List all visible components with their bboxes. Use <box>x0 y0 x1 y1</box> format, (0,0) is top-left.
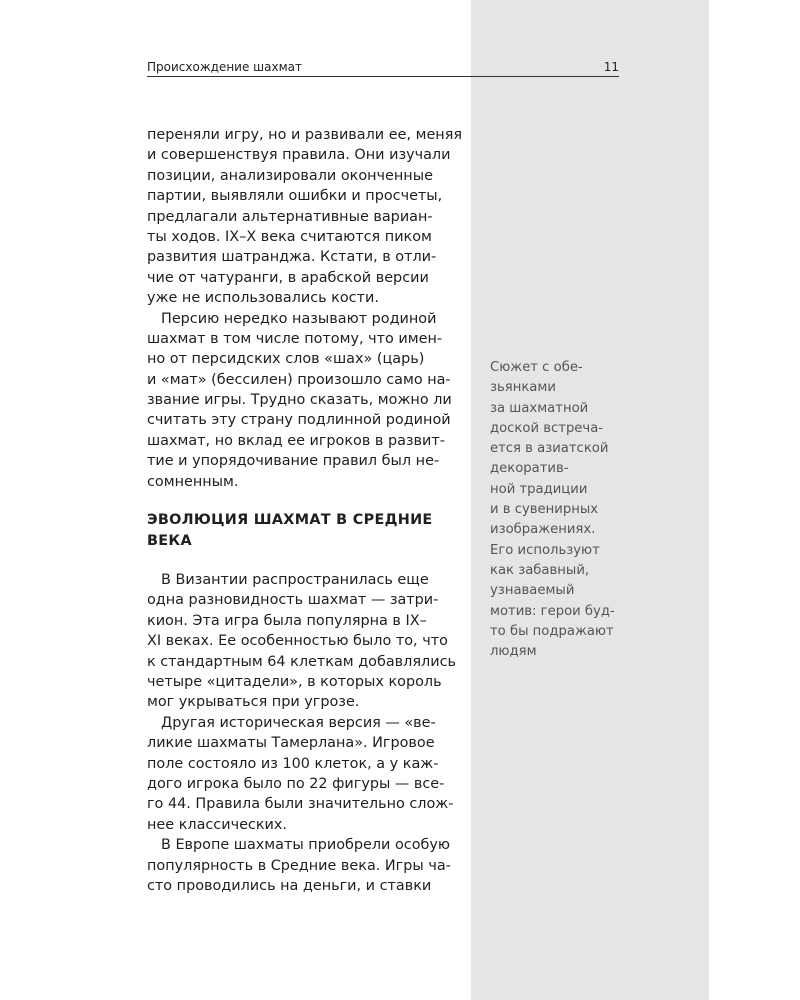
text-line: тие и упорядочивание правил был не- <box>147 453 440 470</box>
text-line: В Византии распространилась еще <box>161 572 429 589</box>
paragraph-5 <box>147 835 454 896</box>
text-line: нее классических. <box>147 816 287 833</box>
text-line: к стандартным 64 клеткам добавлялись <box>147 653 456 670</box>
text-line: и «мат» (бессилен) произошло само на- <box>147 371 451 388</box>
side-note-line: Его используют <box>490 542 600 558</box>
text-line: поле состояло из 100 клеток, а у каж- <box>147 755 439 772</box>
text-line: кион. Эта игра была популярна в IX– <box>147 612 427 629</box>
running-head <box>147 59 619 77</box>
text-line: Другая историческая версия — «ве- <box>161 714 436 731</box>
text-line: ты ходов. IX–X века считаются пиком <box>147 228 432 245</box>
side-note-line: людям <box>490 644 537 660</box>
text-line: сто проводились на деньги, и ставки <box>147 877 432 894</box>
side-note-line: изображениях. <box>490 522 596 538</box>
paragraph-3 <box>147 570 454 713</box>
text-line: шахмат, но вклад ее игроков в развит- <box>147 432 445 449</box>
paragraph-4 <box>147 713 454 835</box>
text-line: позиции, анализировали оконченные <box>147 167 433 184</box>
text-line: популярность в Средние века. Игры ча- <box>147 857 451 874</box>
side-note-line: как забавный, <box>490 562 590 578</box>
side-note-line: и в сувенирных <box>490 502 599 518</box>
text-line: шахмат в том числе потому, что имен- <box>147 330 443 347</box>
section-heading-line: ВЕКА <box>147 533 192 550</box>
running-head-title: Происхождение шахмат <box>147 60 302 74</box>
section-heading-line: ЭВОЛЮЦИЯ ШАХМАТ В СРЕДНИЕ <box>147 512 433 529</box>
text-line: Персию нередко называют родиной <box>161 310 437 327</box>
text-line: сомненным. <box>147 473 239 490</box>
text-line: звание игры. Трудно сказать, можно ли <box>147 392 452 409</box>
side-note-line: узнаваемый <box>490 583 575 599</box>
side-note-line: мотив: герои буд- <box>490 603 615 619</box>
paragraph-2 <box>147 309 454 493</box>
text-line: дого игрока было по 22 фигуры — все- <box>147 775 445 792</box>
side-note-line: то бы подражают <box>490 623 614 639</box>
text-line: развития шатранджа. Кстати, в отли- <box>147 249 437 266</box>
text-line: но от персидских слов «шах» (царь) <box>147 351 425 368</box>
side-note <box>490 358 640 662</box>
side-note-line: за шахматной <box>490 400 589 416</box>
text-line: ликие шахматы Тамерлана». Игровое <box>147 735 435 752</box>
side-note-line: зьянками <box>490 380 556 396</box>
text-line: чие от чатуранги, в арабской версии <box>147 269 429 286</box>
text-line: и совершенствуя правила. Они изучали <box>147 147 451 164</box>
paragraph-1 <box>147 125 463 309</box>
text-line: XI веках. Ее особенностью было то, что <box>147 633 448 650</box>
side-note-line: ной традиции <box>490 481 588 497</box>
text-line: го 44. Правила были значительно слож- <box>147 796 454 813</box>
text-line: одна разновидность шахмат — затри- <box>147 592 439 609</box>
text-line: считать эту страну подлинной родиной <box>147 412 451 429</box>
side-note-line: ется в азиатской <box>490 441 609 457</box>
main-text-column <box>147 125 463 896</box>
text-line: партии, выявляли ошибки и просчеты, <box>147 188 443 205</box>
side-note-line: Сюжет с обе- <box>490 360 583 375</box>
side-note-line: доской встреча- <box>490 420 604 436</box>
side-note-line: декоратив- <box>490 461 569 477</box>
text-line: предлагали альтернативные вариан- <box>147 208 433 225</box>
text-line: уже не использовались кости. <box>147 290 379 307</box>
text-line: переняли игру, но и развивали ее, меняя <box>147 127 463 143</box>
text-line: В Европе шахматы приобрели особую <box>161 837 451 854</box>
section-heading <box>147 510 454 552</box>
text-line: четыре «цитадели», в которых король <box>147 673 442 690</box>
text-line: мог укрываться при угрозе. <box>147 694 360 711</box>
page-number: 11 <box>603 60 619 74</box>
